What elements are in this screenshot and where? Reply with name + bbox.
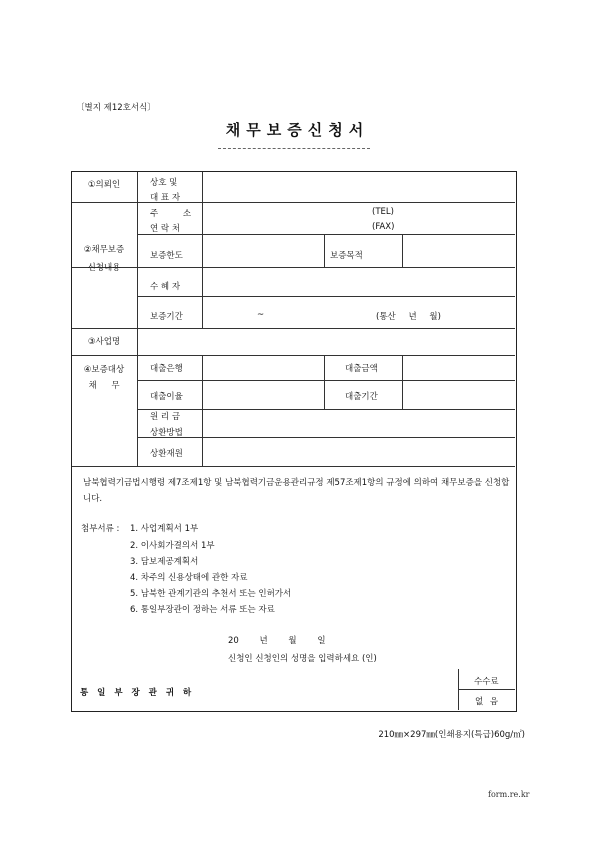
label-repayment-l1: 원 리 금 <box>150 412 181 422</box>
section-applicant: ①의뢰인 <box>87 180 121 190</box>
application-statement: 남북협력기금법시행령 제7조제1항 및 남북협력기금운용관리규정 제57조제1항의 규정에 의하여 채무보증을 신청합니다. <box>83 478 510 504</box>
fee-value: 없 음 <box>475 697 499 707</box>
attachment-1: 1. 사업계획서 1부 <box>130 524 199 534</box>
col-divider <box>324 355 325 409</box>
label-beneficiary: 수 혜 자 <box>150 282 181 292</box>
addressee: 통 일 부 장 관 귀 하 <box>80 688 192 698</box>
site-watermark: form.re.kr <box>488 790 530 799</box>
loan-bank-field[interactable] <box>203 356 323 380</box>
loan-amount-field[interactable] <box>402 356 515 380</box>
company-name-field[interactable] <box>203 173 515 203</box>
attachment-6: 6. 통일부장관이 정하는 서류 또는 자료 <box>130 605 275 615</box>
label-address: 주 소 <box>150 209 192 219</box>
address-field[interactable] <box>203 203 363 233</box>
form-number: 〔별지 제12호서식〕 <box>76 103 156 113</box>
col-divider <box>137 172 138 466</box>
attachment-2: 2. 이사회가결의서 1부 <box>130 541 215 551</box>
section-debt-l2: 채 무 <box>88 381 120 391</box>
attachment-4: 4. 차주의 신용상태에 관한 자료 <box>130 573 248 583</box>
label-company-name: 상호 및 <box>150 178 178 188</box>
label-repayment-l2: 상환방법 <box>150 428 183 438</box>
label-guarantee-limit: 보증한도 <box>150 251 183 261</box>
fee-label: 수수료 <box>474 677 499 687</box>
fee-divider <box>458 689 515 690</box>
row-divider <box>137 409 515 410</box>
label-guarantee-period: 보증기간 <box>150 312 183 322</box>
guarantee-limit-field[interactable] <box>203 236 323 266</box>
row-divider <box>72 466 515 467</box>
label-guarantee-purpose: 보증목적 <box>330 251 363 261</box>
attachments-label: 첨부서류 : <box>81 524 120 534</box>
label-loan-bank: 대출은행 <box>150 364 183 374</box>
application-date: 20 년 월 일 <box>228 636 326 646</box>
period-total: (통산 년 월) <box>376 312 441 322</box>
label-repayment-source: 상환재원 <box>150 449 183 459</box>
section-guarantee-l2: 신청내용 <box>87 263 121 273</box>
label-loan-term: 대출기간 <box>345 392 378 402</box>
label-loan-rate: 대출이율 <box>150 392 183 402</box>
attachment-5: 5. 남북한 관계기관의 추천서 또는 인허가서 <box>130 589 292 599</box>
label-contact: 연 락 처 <box>150 224 181 234</box>
project-name-field[interactable] <box>137 329 515 354</box>
label-representative: 대 표 자 <box>150 193 181 203</box>
col-divider <box>324 234 325 267</box>
attachment-3: 3. 담보제공계획서 <box>130 557 199 567</box>
period-separator: ~ <box>257 310 265 320</box>
applicant-signature: 신청인 신청인의 성명을 입력하세요 (인) <box>228 654 377 664</box>
page-title: 채무보증신청서 <box>225 121 370 139</box>
row-divider <box>137 380 515 381</box>
section-guarantee-l1: ②채무보증 <box>83 245 125 255</box>
section-debt-l1: ④보증대상 <box>83 365 125 375</box>
paper-spec: 210㎜×297㎜(인쇄용지(특급)60g/㎡) <box>378 730 525 740</box>
beneficiary-field[interactable] <box>203 268 515 296</box>
fax-label: (FAX) <box>372 222 395 232</box>
section-project: ③사업명 <box>87 337 121 347</box>
row-divider <box>137 234 515 235</box>
label-loan-amount: 대출금액 <box>345 364 378 374</box>
row-divider <box>137 437 515 438</box>
fee-box-divider <box>458 669 459 710</box>
tel-label: (TEL) <box>372 207 394 217</box>
guarantee-purpose-field[interactable] <box>402 236 515 266</box>
row-divider <box>137 296 515 297</box>
title-underline <box>218 148 370 149</box>
